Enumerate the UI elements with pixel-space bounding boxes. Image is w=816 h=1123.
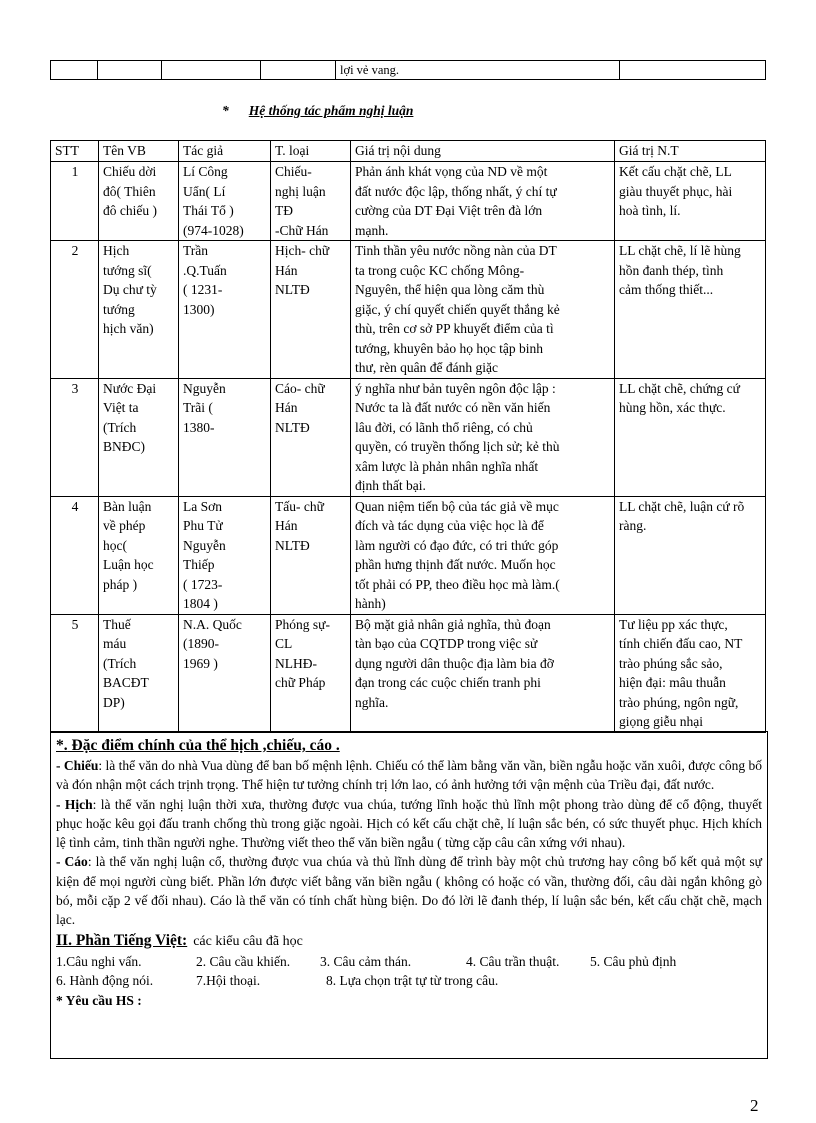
text-cao: : là thể văn nghị luận cổ, thường được vua chúa và thủ lĩnh dùng để trình bày một chủ trương hay công bố kết quả một sự kiện để mọi người cùng biết. Phần lớn được viết bằng văn biền ngẫu ( không có hoặc có vần, thường đối, câu dài ngắn không gò bó, mỗi cặp 2 vế đối nhau). Cáo là thể văn có tính chất hùng biện. Do đó lời lẽ đanh thép, lí luận sắc bén, kết cấu chặt chẽ, mạch lạc.: [56, 854, 762, 928]
cell-type: [271, 378, 351, 496]
list-item: 4. Câu trần thuật.: [466, 953, 560, 969]
label-cao: - Cáo: [56, 854, 88, 870]
table-row: [51, 241, 766, 379]
cell-line: Nguyễn: [183, 537, 226, 553]
cell-line: giàu thuyết phục, hài: [619, 183, 733, 199]
cell-line: tướng, khuyên bảo họ học tập binh: [355, 340, 544, 356]
cell-line: tàn bạo của CQTDP trong việc sử: [355, 636, 538, 651]
cell-line: Thái Tổ ): [183, 203, 234, 218]
cell-line: học(: [103, 537, 127, 553]
notes-box: [50, 731, 768, 1059]
page-number: 2: [750, 1096, 759, 1115]
table-row: [51, 496, 766, 614]
cell-line: CL: [275, 636, 293, 651]
sentence-types-row-2: [56, 971, 762, 991]
cell-line: Chiếu dời: [103, 164, 157, 179]
cell-line: Quan niệm tiến bộ của tác giả về mục: [355, 498, 559, 514]
cell-line: Uẩn( Lí: [183, 183, 226, 199]
cell-line: xâm lược là phản nhân nghĩa nhất: [355, 458, 539, 474]
table-row: [51, 614, 766, 732]
cell-line: đạn trong các cuộc chiến tranh phi: [355, 675, 541, 690]
cell-line: 1804 ): [183, 596, 218, 611]
cell-line: Luận học: [103, 557, 154, 572]
cell-line: đô chiếu ): [103, 203, 157, 218]
cell-stt: 5: [51, 614, 99, 732]
cell-line: Lí Công: [183, 164, 228, 179]
table-row: [51, 162, 766, 241]
cell-author: [179, 241, 271, 379]
section-title-text: Hệ thống tác phẩm nghị luận: [248, 103, 414, 118]
cell-line: hoà tình, lí.: [619, 203, 681, 218]
cell-type: [271, 614, 351, 732]
list-item: 2. Câu cầu khiến.: [196, 953, 291, 969]
cell-type: [271, 241, 351, 379]
cell-stt: 4: [51, 496, 99, 614]
cell-line: quyền, có truyền thống lịch sử; kẻ thù: [355, 439, 560, 454]
cell-line: hành): [355, 596, 386, 611]
cell-line: Nguyễn: [183, 380, 226, 396]
cell-author: [179, 614, 271, 732]
cell-line: Việt ta: [103, 400, 139, 415]
cell-line: BNĐC): [103, 439, 146, 454]
cell-content: [351, 162, 615, 241]
table-cell: [162, 61, 261, 80]
cell-author: [179, 496, 271, 614]
cell-line: nghĩa.: [355, 694, 389, 710]
cell-line: về phép: [103, 518, 146, 533]
cell-line: cảm thống thiết...: [619, 282, 714, 297]
works-table: [50, 140, 766, 733]
cell-line: LL chặt chẽ, lí lẽ hùng: [619, 243, 741, 258]
cell-stt: 2: [51, 241, 99, 379]
list-item: 5. Câu phủ định: [590, 953, 677, 969]
notes-heading: [56, 736, 762, 756]
cell-stt: 1: [51, 162, 99, 241]
cell-line: Cáo- chữ: [275, 380, 325, 396]
header-type: T. loại: [271, 141, 351, 162]
header-author: Tác giả: [179, 141, 271, 162]
cell-line: Thuế: [103, 616, 131, 632]
cell-line: dụng người dân thuộc địa làm bia đỡ: [355, 655, 554, 671]
cell-line: Hán: [275, 518, 298, 533]
cell-content: [351, 378, 615, 496]
cell-name: [99, 614, 179, 732]
cell-line: Phu Tử: [183, 518, 223, 533]
cell-line: DP): [103, 694, 125, 710]
label-chieu: - Chiếu: [56, 758, 99, 773]
cell-line: Tinh thần yêu nước nồng nàn của DT: [355, 243, 557, 258]
cell-line: Bộ mặt giả nhân giả nghĩa, thủ đoạn: [355, 616, 551, 632]
cell-author: [179, 378, 271, 496]
cell-line: NLTĐ: [275, 419, 310, 435]
paragraph-cao: [56, 852, 762, 929]
cell-line: .Q.Tuấn: [183, 262, 227, 278]
cell-line: ( 1231-: [183, 282, 223, 297]
cell-line: Nước Đại: [103, 380, 157, 396]
cell-art: [615, 241, 766, 379]
cell-line: Hịch- chữ: [275, 243, 330, 258]
cell-line: đích và tác dụng của việc học là để: [355, 518, 544, 533]
paragraph-chieu: [56, 756, 762, 795]
cell-line: (Trích: [103, 655, 137, 671]
cell-line: đô( Thiên: [103, 183, 156, 199]
cell-art: [615, 614, 766, 732]
cell-line: thù, trên cơ sở PP khuyết điểm của tì: [355, 321, 554, 336]
cell-line: NLTĐ: [275, 282, 310, 297]
cell-line: La Sơn: [183, 498, 223, 514]
cell-line: Tấu- chữ: [275, 498, 324, 514]
cell-line: pháp ): [103, 576, 138, 592]
text-chieu: : là thể văn do nhà Vua dùng để ban bố mệnh lệnh. Chiếu có thể làm bằng văn vần, biền ngẫu hoặc văn xuôi, được công bố và đón nhận một cách trịnh trọng. Thể hiện tư tưởng chính trị lớn lao, có ảnh hưởng tới vận mệnh của Triều đại, đất nước.: [56, 758, 762, 793]
cell-name: [99, 496, 179, 614]
cell-line: hùng hồn, xác thực.: [619, 400, 726, 415]
cell-art: [615, 496, 766, 614]
cell-art: [615, 378, 766, 496]
cell-line: thư, rèn quân để đánh giặc: [355, 360, 499, 375]
list-item: 8. Lựa chọn trật tự từ trong câu.: [326, 973, 499, 989]
cell-line: Chiếu-: [275, 164, 312, 179]
cell-line: ý nghĩa như bản tuyên ngôn độc lập :: [355, 380, 556, 396]
bullet-star: *: [222, 103, 229, 118]
cell-content: [351, 496, 615, 614]
part2-heading: [56, 931, 762, 952]
cell-line: máu: [103, 636, 127, 651]
cell-line: (1890-: [183, 636, 219, 651]
notes-heading-text: Đặc điểm chính của thể hịch ,chiếu, cáo .: [67, 737, 340, 754]
table-cell: [336, 61, 620, 80]
table-cell: [98, 61, 162, 80]
continuation-text: lợi vẻ vang.: [340, 63, 400, 77]
cell-content: [351, 241, 615, 379]
list-item: 1.Câu nghi vấn.: [56, 953, 142, 969]
requirement-label: * Yêu cầu HS :: [56, 992, 142, 1008]
cell-name: [99, 162, 179, 241]
sentence-types-row-1: [56, 952, 762, 972]
cell-line: Thiếp: [183, 557, 215, 572]
cell-line: trào phúng, ngôn ngữ,: [619, 694, 739, 710]
cell-line: cường của DT Đại Việt trên đà lớn: [355, 203, 543, 218]
cell-line: (Trích: [103, 419, 137, 435]
cell-line: Tư liệu pp xác thực,: [619, 616, 728, 632]
cell-line: trào phúng sắc sảo,: [619, 655, 723, 671]
works-table-body: [51, 162, 766, 733]
table-cell: [261, 61, 336, 80]
table-row: [51, 378, 766, 496]
table-cell: [51, 61, 98, 80]
cell-line: ta trong cuộc KC chống Mông-: [355, 262, 525, 278]
continuation-table: [50, 60, 766, 80]
cell-line: NLTĐ: [275, 537, 310, 553]
cell-type: [271, 496, 351, 614]
cell-line: lâu đời, có lãnh thổ riêng, có chủ: [355, 419, 533, 435]
cell-line: Kết cấu chặt chẽ, LL: [619, 164, 732, 179]
paragraph-hich: [56, 795, 762, 853]
section-title: [222, 103, 413, 119]
cell-line: ( 1723-: [183, 576, 223, 592]
cell-name: [99, 378, 179, 496]
cell-line: 1969 ): [183, 655, 218, 671]
cell-line: LL chặt chẽ, chứng cứ: [619, 380, 740, 396]
cell-line: hồn đanh thép, tình: [619, 262, 724, 278]
cell-line: hiện đại: mâu thuẫn: [619, 675, 726, 690]
list-item: 7.Hội thoại.: [196, 973, 261, 989]
cell-stt: 3: [51, 378, 99, 496]
cell-line: TĐ: [275, 203, 293, 218]
cell-line: 1300): [183, 301, 215, 317]
cell-line: tính chiến đấu cao, NT: [619, 636, 743, 651]
cell-line: 1380-: [183, 419, 215, 435]
cell-line: Hịch: [103, 243, 130, 258]
cell-line: (974-1028): [183, 222, 244, 238]
cell-line: BACĐT: [103, 675, 149, 690]
cell-line: Nguyên, thể hiện qua lòng căm thù: [355, 282, 545, 297]
cell-line: làm người có đạo đức, có tri thức góp: [355, 537, 559, 553]
list-item: 6. Hành động nói.: [56, 973, 154, 989]
cell-line: N.A. Quốc: [183, 616, 242, 632]
list-item: 3. Câu cảm thán.: [320, 953, 412, 969]
cell-line: tướng: [103, 301, 135, 317]
cell-line: tốt phải có PP, theo điều học mà làm.(: [355, 576, 560, 592]
cell-line: đất nước độc lập, thống nhất, ý chí tự: [355, 183, 557, 199]
cell-line: mạnh.: [355, 222, 389, 238]
cell-line: tướng sĩ(: [103, 262, 152, 278]
cell-line: Phản ánh khát vọng của ND về một: [355, 164, 548, 179]
cell-line: giặc, ý chí quyết chiến quyết thắng kẻ: [355, 301, 560, 317]
cell-name: [99, 241, 179, 379]
cell-line: Phóng sự-: [275, 616, 330, 632]
cell-line: Trần: [183, 243, 209, 258]
cell-art: [615, 162, 766, 241]
cell-line: Bàn luận: [103, 498, 152, 514]
cell-type: [271, 162, 351, 241]
table-row: [51, 61, 766, 80]
cell-line: -Chữ Hán: [275, 222, 329, 238]
cell-line: giọng giễu nhại: [619, 714, 703, 729]
cell-author: [179, 162, 271, 241]
header-content: Giá trị nội dung: [351, 141, 615, 162]
cell-line: NLHĐ-: [275, 655, 317, 671]
cell-line: nghị luận: [275, 183, 326, 199]
part2-subtitle: các kiểu câu đã học: [193, 933, 303, 949]
cell-line: phần hưng thịnh đất nước. Muốn học: [355, 557, 556, 572]
cell-line: hịch văn): [103, 321, 154, 336]
cell-line: Nước ta là đất nước có nền văn hiến: [355, 400, 551, 415]
notes-heading-prefix: *.: [56, 737, 68, 754]
cell-line: ràng.: [619, 518, 647, 533]
cell-line: Hán: [275, 262, 298, 278]
header-stt: STT: [51, 141, 99, 162]
cell-line: chữ Pháp: [275, 675, 326, 690]
cell-line: định thất bại.: [355, 478, 426, 493]
header-name: Tên VB: [99, 141, 179, 162]
part2-title: II. Phần Tiếng Việt:: [56, 931, 188, 949]
text-hich: : là thể văn nghị luận thời xưa, thường được vua chúa, tướng lĩnh hoặc thủ lĩnh một phong trào dùng để cổ động, thuyết phục hoặc kêu gọi đấu tranh chống thù trong giặc ngoài. Hịch có kết cấu chặt chẽ, lí luận sắc bén, có sức thuyết phục. Hịch khích lệ tình cảm, tinh thần người nghe. Thường viết theo thể văn biền ngẫu ( từng cặp câu cân xứng với nhau).: [56, 796, 762, 851]
label-hich: - Hịch: [56, 796, 93, 812]
cell-line: LL chặt chẽ, luận cứ rõ: [619, 498, 745, 514]
cell-content: [351, 614, 615, 732]
cell-line: Trãi (: [183, 400, 213, 415]
header-art: Giá trị N.T: [615, 141, 766, 162]
cell-line: Dụ chư tỳ: [103, 282, 157, 297]
table-cell: [620, 61, 766, 80]
cell-line: Hán: [275, 400, 298, 415]
table-header-row: [51, 141, 766, 162]
